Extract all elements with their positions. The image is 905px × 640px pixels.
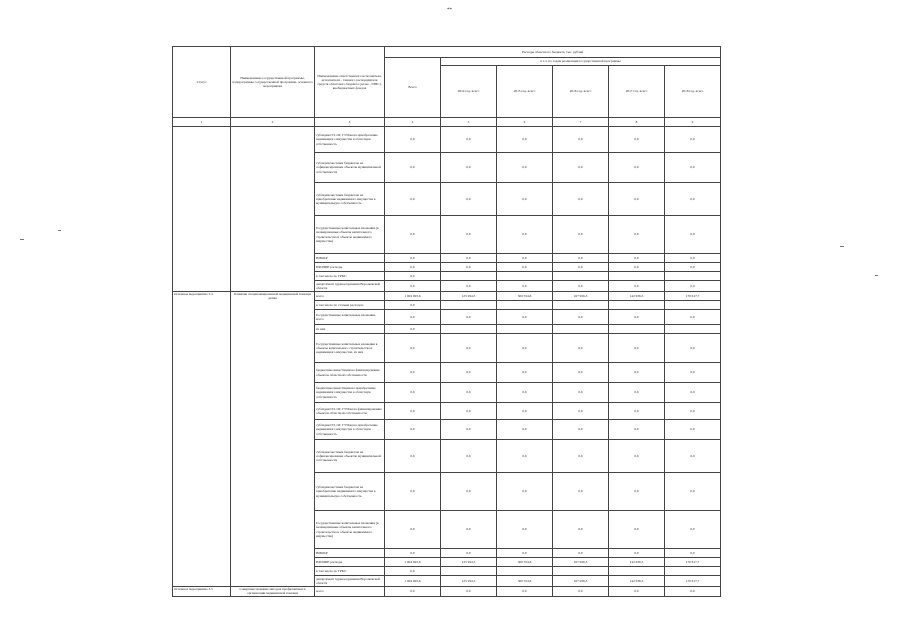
year-value-cell: 300 554,6 <box>497 576 553 587</box>
header-by-year: в т.ч. по годам реализации государственной программы <box>441 58 721 66</box>
year-value-cell: 0,0 <box>441 310 497 325</box>
year-value-cell: 0,0 <box>665 587 721 597</box>
year-value-cell: 0,0 <box>497 334 553 363</box>
header-source: Наименование ответственного исполнителя, исполнителя - главного распорядителя средств областного бюджета (далее - ГРБС), внебюджетных фондов <box>315 47 385 118</box>
year-value-cell: 0,0 <box>497 587 553 597</box>
year-value-cell <box>553 567 609 576</box>
total-value-cell: 1 004 093,6 <box>385 292 441 301</box>
year-value-cell: 0,0 <box>497 263 553 272</box>
year-value-cell: 0,0 <box>553 549 609 558</box>
total-value-cell: 0,0 <box>385 363 441 383</box>
year-value-cell: 0,0 <box>609 549 665 558</box>
year-value-cell: 0,0 <box>553 127 609 153</box>
scan-mark <box>58 230 61 231</box>
year-value-cell <box>497 325 553 334</box>
header-year: 2015 год, всего <box>497 66 553 118</box>
year-value-cell: 0,0 <box>497 183 553 216</box>
total-value-cell: 1 004 093,6 <box>385 576 441 587</box>
total-value-cell: 0,0 <box>385 153 441 183</box>
column-number: 9 <box>665 118 721 127</box>
year-value-cell: 0,0 <box>609 440 665 473</box>
year-value-cell: 125 294,5 <box>441 292 497 301</box>
year-value-cell: 0,0 <box>441 363 497 383</box>
total-value-cell: 0,0 <box>385 587 441 597</box>
header-program: Наименование государственной программы, подпрограммы государственной программы, основного мероприятия <box>231 47 315 118</box>
year-value-cell: 0,0 <box>609 403 665 420</box>
total-value-cell: 0,0 <box>385 473 441 511</box>
year-value-cell: 0,0 <box>553 473 609 511</box>
expenses-table <box>172 46 721 597</box>
source-label-cell: субсидии ГП, ОГ, ГУПам на финансирование объектов областной собственности <box>315 403 385 420</box>
year-value-cell: 0,0 <box>553 263 609 272</box>
year-value-cell: 0,0 <box>665 420 721 440</box>
table-row <box>173 292 721 301</box>
source-label-cell: субсидии ГП, ОГ, ГУПам на приобретение недвижимого имущества в областную собственность <box>315 127 385 153</box>
year-value-cell: 0,0 <box>665 254 721 263</box>
year-value-cell: 167 956,3 <box>553 576 609 587</box>
year-value-cell: 0,0 <box>553 334 609 363</box>
source-label-cell: Государственные капитальные вложения (в незавершенные объекты капитального строительства и объекты недвижимого имущества) <box>315 216 385 254</box>
total-value-cell: 0,0 <box>385 272 441 281</box>
year-value-cell: 0,0 <box>497 473 553 511</box>
source-label-cell: Государственные капитальные вложения в объекты капитального строительства и недвижимого имущества, из них <box>315 334 385 363</box>
year-value-cell: 0,0 <box>497 310 553 325</box>
year-value-cell <box>609 325 665 334</box>
year-value-cell: 0,0 <box>441 473 497 511</box>
status-cell: Основное мероприятие 3.5 <box>173 587 231 597</box>
year-value-cell <box>441 325 497 334</box>
year-value-cell <box>609 567 665 576</box>
year-value-cell: 0,0 <box>497 254 553 263</box>
year-value-cell: 167 956,3 <box>553 558 609 567</box>
total-value-cell: 0,0 <box>385 127 441 153</box>
year-value-cell: 0,0 <box>609 127 665 153</box>
year-value-cell: 0,0 <box>665 263 721 272</box>
year-value-cell: 0,0 <box>553 383 609 403</box>
program-cell: Совершенствование методов профилактики и организации медицинской помощи <box>231 587 315 597</box>
year-value-cell: 0,0 <box>665 549 721 558</box>
year-value-cell: 0,0 <box>441 183 497 216</box>
year-value-cell: 0,0 <box>609 587 665 597</box>
year-value-cell: 0,0 <box>665 281 721 292</box>
year-value-cell: 0,0 <box>609 310 665 325</box>
year-value-cell: 0,0 <box>665 403 721 420</box>
year-value-cell: 0,0 <box>441 549 497 558</box>
header-year: 2017 год, всего <box>609 66 665 118</box>
source-label-cell: всего <box>315 292 385 301</box>
year-value-cell: 0,0 <box>665 383 721 403</box>
year-value-cell: 0,0 <box>441 263 497 272</box>
year-value-cell: 170 617,7 <box>665 576 721 587</box>
year-value-cell: 142 936,5 <box>609 292 665 301</box>
year-value-cell: 0,0 <box>553 440 609 473</box>
year-value-cell: 0,0 <box>441 403 497 420</box>
source-label-cell: ПРОЧИЕ расходы <box>315 263 385 272</box>
program-cell: Развитие специализированной медицинской помощи детям <box>231 292 315 587</box>
column-number: 3 <box>315 118 385 127</box>
total-value-cell: 0,0 <box>385 334 441 363</box>
source-label-cell: Государственные капитальные вложения (в незавершенные объекты капитального строительства и объекты недвижимого имущества) <box>315 511 385 549</box>
year-value-cell: 0,0 <box>497 440 553 473</box>
year-value-cell: 0,0 <box>609 183 665 216</box>
year-value-cell: 0,0 <box>609 153 665 183</box>
year-value-cell: 0,0 <box>553 153 609 183</box>
year-value-cell: 0,0 <box>553 281 609 292</box>
year-value-cell: 0,0 <box>665 183 721 216</box>
column-number: 5 <box>441 118 497 127</box>
year-value-cell: 0,0 <box>497 216 553 254</box>
year-value-cell <box>441 272 497 281</box>
year-value-cell: 0,0 <box>609 254 665 263</box>
year-value-cell <box>609 272 665 281</box>
total-value-cell: 0,0 <box>385 567 441 576</box>
column-number: 6 <box>497 118 553 127</box>
year-value-cell: 0,0 <box>665 127 721 153</box>
header-total: Всего <box>385 58 441 118</box>
year-value-cell <box>553 301 609 310</box>
column-number-row <box>173 118 721 127</box>
header-year: 2014 год, всего <box>441 66 497 118</box>
year-value-cell <box>497 567 553 576</box>
scan-mark <box>20 239 24 240</box>
year-value-cell <box>441 567 497 576</box>
total-value-cell: 0,0 <box>385 403 441 420</box>
page-number: ** <box>447 8 452 13</box>
total-value-cell: 0,0 <box>385 216 441 254</box>
status-cell: Основное мероприятие 3.4 <box>173 292 231 587</box>
total-value-cell: 0,0 <box>385 549 441 558</box>
source-label-cell: ПРОЧИЕ расходы <box>315 558 385 567</box>
year-value-cell: 0,0 <box>665 153 721 183</box>
year-value-cell: 0,0 <box>553 403 609 420</box>
total-value-cell: 1 004 093,6 <box>385 558 441 567</box>
year-value-cell: 0,0 <box>609 263 665 272</box>
year-value-cell: 0,0 <box>497 363 553 383</box>
source-label-cell: субсидии местным бюджетам на приобретение недвижимого имущества в муниципальную собственность <box>315 473 385 511</box>
source-label-cell: субсидии местным бюджетам на софинансирование объектов муниципальной собственности <box>315 440 385 473</box>
year-value-cell <box>497 301 553 310</box>
year-value-cell: 0,0 <box>497 511 553 549</box>
total-value-cell: 0,0 <box>385 301 441 310</box>
column-number: 1 <box>173 118 231 127</box>
year-value-cell: 0,0 <box>497 420 553 440</box>
year-value-cell: 0,0 <box>609 281 665 292</box>
table-row <box>173 587 721 597</box>
header-year: 2016 год, всего <box>553 66 609 118</box>
total-value-cell: 0,0 <box>385 511 441 549</box>
year-value-cell: 142 936,5 <box>609 558 665 567</box>
year-value-cell: 0,0 <box>553 587 609 597</box>
year-value-cell <box>497 272 553 281</box>
year-value-cell: 0,0 <box>665 310 721 325</box>
year-value-cell: 0,0 <box>609 216 665 254</box>
year-value-cell: 0,0 <box>497 549 553 558</box>
scan-mark <box>875 275 878 276</box>
source-label-cell: бюджетные инвестиции на финансирование объектов областной собственности <box>315 363 385 383</box>
year-value-cell: 0,0 <box>665 511 721 549</box>
year-value-cell <box>665 325 721 334</box>
year-value-cell: 0,0 <box>553 511 609 549</box>
source-label-cell: департамент здравоохранения Воронежской области <box>315 281 385 292</box>
year-value-cell: 300 554,6 <box>497 558 553 567</box>
total-value-cell: 0,0 <box>385 310 441 325</box>
header-year: 2018 год, всего <box>665 66 721 118</box>
program-cell <box>231 127 315 292</box>
year-value-cell: 0,0 <box>665 363 721 383</box>
status-cell <box>173 127 231 292</box>
source-label-cell: бюджетные инвестиции на приобретение недвижимого имущества в областную собственность <box>315 383 385 403</box>
total-value-cell: 0,0 <box>385 183 441 216</box>
total-value-cell: 0,0 <box>385 281 441 292</box>
total-value-cell: 0,0 <box>385 420 441 440</box>
year-value-cell: 0,0 <box>553 183 609 216</box>
total-value-cell: 0,0 <box>385 440 441 473</box>
year-value-cell <box>665 301 721 310</box>
source-label-cell: в том числе по ГРБС: <box>315 567 385 576</box>
year-value-cell: 0,0 <box>665 473 721 511</box>
total-value-cell: 0,0 <box>385 263 441 272</box>
total-value-cell: 0,0 <box>385 325 441 334</box>
year-value-cell: 0,0 <box>553 254 609 263</box>
year-value-cell: 0,0 <box>609 334 665 363</box>
year-value-cell: 300 554,6 <box>497 292 553 301</box>
year-value-cell: 125 294,5 <box>441 576 497 587</box>
year-value-cell <box>665 567 721 576</box>
source-label-cell: в том числе по статьям расходов: <box>315 301 385 310</box>
column-number: 2 <box>231 118 315 127</box>
year-value-cell <box>609 301 665 310</box>
year-value-cell: 0,0 <box>497 281 553 292</box>
source-label-cell: в том числе по ГРБС: <box>315 272 385 281</box>
source-label-cell: всего <box>315 587 385 597</box>
source-label-cell: НИОКР <box>315 254 385 263</box>
scan-mark <box>840 246 844 247</box>
year-value-cell: 0,0 <box>665 334 721 363</box>
year-value-cell: 0,0 <box>609 473 665 511</box>
year-value-cell: 0,0 <box>441 383 497 403</box>
year-value-cell: 0,0 <box>609 363 665 383</box>
year-value-cell: 0,0 <box>553 310 609 325</box>
year-value-cell: 0,0 <box>441 281 497 292</box>
year-value-cell: 0,0 <box>441 511 497 549</box>
year-value-cell <box>665 272 721 281</box>
year-value-cell: 0,0 <box>441 440 497 473</box>
year-value-cell: 0,0 <box>441 216 497 254</box>
year-value-cell: 0,0 <box>497 383 553 403</box>
source-label-cell: субсидии местным бюджетам на софинансирование объектов муниципальной собственности <box>315 153 385 183</box>
total-value-cell: 0,0 <box>385 383 441 403</box>
year-value-cell: 0,0 <box>665 216 721 254</box>
year-value-cell: 0,0 <box>497 127 553 153</box>
source-label-cell: департамент здравоохранения Воронежской области <box>315 576 385 587</box>
year-value-cell: 170 617,7 <box>665 558 721 567</box>
year-value-cell: 0,0 <box>609 420 665 440</box>
year-value-cell: 0,0 <box>441 254 497 263</box>
year-value-cell: 0,0 <box>609 511 665 549</box>
year-value-cell: 170 617,7 <box>665 292 721 301</box>
column-number: 4 <box>385 118 441 127</box>
year-value-cell: 0,0 <box>441 420 497 440</box>
header-expenses: Расходы областного бюджета, тыс. рублей <box>385 47 721 58</box>
year-value-cell <box>553 272 609 281</box>
column-number: 7 <box>553 118 609 127</box>
year-value-cell <box>553 325 609 334</box>
source-label-cell: из них <box>315 325 385 334</box>
table-row <box>173 127 721 153</box>
year-value-cell: 0,0 <box>441 334 497 363</box>
total-value-cell: 0,0 <box>385 254 441 263</box>
year-value-cell: 0,0 <box>609 383 665 403</box>
year-value-cell: 0,0 <box>441 153 497 183</box>
year-value-cell: 0,0 <box>553 363 609 383</box>
year-value-cell: 125 294,5 <box>441 558 497 567</box>
year-value-cell: 0,0 <box>553 420 609 440</box>
source-label-cell: НИОКР <box>315 549 385 558</box>
year-value-cell: 0,0 <box>441 587 497 597</box>
header-status: Статус <box>173 47 231 118</box>
year-value-cell: 0,0 <box>497 403 553 420</box>
year-value-cell: 167 956,3 <box>553 292 609 301</box>
year-value-cell <box>441 301 497 310</box>
source-label-cell: Государственные капитальные вложения, всего <box>315 310 385 325</box>
year-value-cell: 0,0 <box>665 440 721 473</box>
year-value-cell: 0,0 <box>497 153 553 183</box>
source-label-cell: субсидии местным бюджетам на приобретение недвижимого имущества в муниципальную собственность <box>315 183 385 216</box>
year-value-cell: 0,0 <box>553 216 609 254</box>
source-label-cell: субсидии ГП, ОГ, ГУПам на приобретение недвижимого имущества в областную собственность <box>315 420 385 440</box>
year-value-cell: 142 936,5 <box>609 576 665 587</box>
year-value-cell: 0,0 <box>441 127 497 153</box>
column-number: 8 <box>609 118 665 127</box>
